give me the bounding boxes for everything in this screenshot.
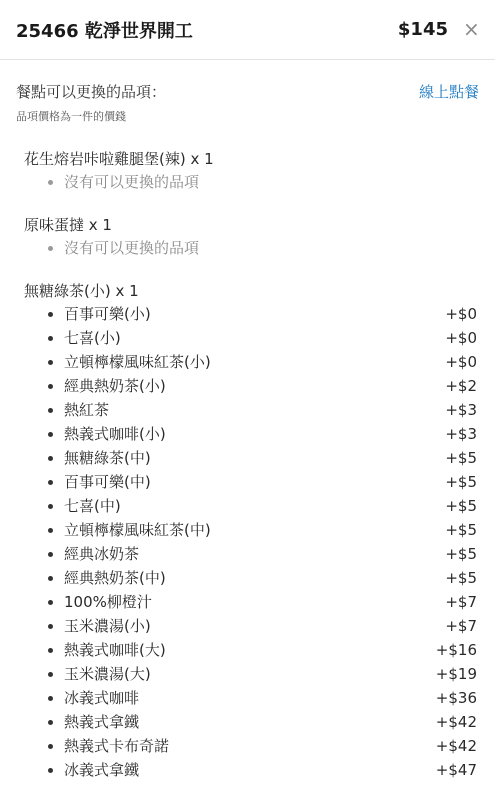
dialog-body — [0, 81, 495, 782]
bullet-icon — [48, 456, 53, 461]
bullet-icon — [48, 648, 53, 653]
replacement-option-price: +$0 — [445, 305, 477, 323]
dialog-header — [0, 0, 495, 60]
bullet-icon — [48, 552, 53, 557]
replacement-option-name: 玉米濃湯(大) — [64, 665, 151, 683]
replacement-option-name: 熱義式卡布奇諾 — [64, 737, 170, 755]
replacement-option-name: 立頓檸檬風味紅茶(小) — [64, 353, 211, 371]
replacement-option — [16, 662, 479, 686]
bullet-icon — [48, 504, 53, 509]
replacement-option-price: +$47 — [435, 761, 477, 779]
replacement-option — [16, 446, 479, 470]
replacement-option-price: +$36 — [435, 689, 477, 707]
bullet-icon — [48, 744, 53, 749]
replacement-option-name: 經典熱奶茶(中) — [64, 569, 166, 587]
replacement-option-price: +$42 — [435, 737, 477, 755]
no-replacement-note — [16, 236, 479, 260]
replacement-option — [16, 758, 479, 782]
bullet-icon — [48, 600, 53, 605]
replacement-option-price: +$3 — [445, 425, 477, 443]
replacement-option-price: +$19 — [435, 665, 477, 683]
bullet-icon — [48, 528, 53, 533]
replacement-option-name: 熱義式咖啡(小) — [64, 425, 166, 443]
replacement-option — [16, 326, 479, 350]
replacement-option-name: 立頓檸檬風味紅茶(中) — [64, 521, 211, 539]
replacement-option-price: +$2 — [445, 377, 477, 395]
meal-item-title: 原味蛋撻 x 1 — [24, 216, 112, 234]
bullet-icon — [48, 624, 53, 629]
replacement-option — [16, 494, 479, 518]
replacement-option — [16, 686, 479, 710]
close-icon[interactable]: × — [463, 17, 480, 41]
replacement-option-price: +$5 — [445, 497, 477, 515]
replacement-option — [16, 542, 479, 566]
bullet-icon — [48, 312, 53, 317]
online-order-link[interactable]: 線上點餐 — [418, 83, 479, 101]
replacement-option-price: +$5 — [445, 545, 477, 563]
meal-item-group — [16, 148, 479, 194]
bullet-icon — [48, 432, 53, 437]
bullet-icon — [48, 360, 53, 365]
bullet-icon — [48, 768, 53, 773]
bullet-icon — [48, 576, 53, 581]
replacement-option-name: 七喜(小) — [64, 329, 121, 347]
bullet-icon — [48, 672, 53, 677]
replacement-option-price: +$5 — [445, 473, 477, 491]
replacement-option-name: 熱義式拿鐵 — [64, 713, 140, 731]
order-price: $145 — [397, 19, 448, 40]
replacement-option-name: 熱義式咖啡(大) — [64, 641, 166, 659]
replacement-option — [16, 518, 479, 542]
meal-item-title: 無糖綠茶(小) x 1 — [24, 282, 139, 300]
replacement-option — [16, 734, 479, 758]
replacement-option-name: 100%柳橙汁 — [64, 593, 152, 611]
replacement-option-name: 百事可樂(小) — [64, 305, 151, 323]
bullet-icon — [48, 384, 53, 389]
bullet-icon — [48, 180, 53, 185]
section-label: 餐點可以更換的品項： — [16, 83, 167, 101]
replacement-option-price: +$3 — [445, 401, 477, 419]
bullet-icon — [48, 336, 53, 341]
replacement-option-name: 玉米濃湯(小) — [64, 617, 151, 635]
bullet-icon — [48, 408, 53, 413]
no-replacement-text: 沒有可以更換的品項 — [64, 239, 200, 257]
bullet-icon — [48, 720, 53, 725]
replacement-option-name: 冰義式拿鐵 — [64, 761, 140, 779]
replacement-option — [16, 422, 479, 446]
replacement-option — [16, 638, 479, 662]
bullet-icon — [48, 246, 53, 251]
replacement-option-price: +$5 — [445, 521, 477, 539]
dialog-title: 25466 乾淨世界開工 — [16, 20, 193, 42]
replacement-option-name: 冰義式咖啡 — [64, 689, 140, 707]
replacement-option-name: 經典熱奶茶(小) — [64, 377, 166, 395]
replacement-option-name: 經典冰奶茶 — [64, 545, 140, 563]
replacement-option-price: +$16 — [435, 641, 477, 659]
replacement-option — [16, 374, 479, 398]
replacement-option — [16, 302, 479, 326]
replacement-option — [16, 350, 479, 374]
price-note: 品項價格為一件的價錢 — [16, 110, 126, 123]
replacement-option-price: +$5 — [445, 569, 477, 587]
bullet-icon — [48, 696, 53, 701]
replacement-option-price: +$0 — [445, 329, 477, 347]
meal-item-group — [16, 214, 479, 260]
replacement-option-price: +$5 — [445, 449, 477, 467]
replacement-option — [16, 614, 479, 638]
replacement-option-name: 百事可樂(中) — [64, 473, 151, 491]
replacement-option-name: 熱紅茶 — [64, 401, 110, 419]
replaceable-groups — [16, 148, 479, 782]
replacement-option-price: +$7 — [445, 617, 477, 635]
bullet-icon — [48, 480, 53, 485]
replacement-option-price: +$0 — [445, 353, 477, 371]
no-replacement-text: 沒有可以更換的品項 — [64, 173, 200, 191]
meal-item-title: 花生熔岩咔啦雞腿堡(辣) x 1 — [24, 150, 214, 168]
replacement-option — [16, 590, 479, 614]
replacement-option-price: +$42 — [435, 713, 477, 731]
replacement-option — [16, 710, 479, 734]
replacement-option-name: 七喜(中) — [64, 497, 121, 515]
replacement-option — [16, 470, 479, 494]
replacement-option — [16, 398, 479, 422]
replacement-option-name: 無糖綠茶(中) — [64, 449, 151, 467]
meal-item-group — [16, 280, 479, 782]
replaceable-header — [16, 81, 479, 107]
replacement-option — [16, 566, 479, 590]
replacement-option-price: +$7 — [445, 593, 477, 611]
no-replacement-note — [16, 170, 479, 194]
